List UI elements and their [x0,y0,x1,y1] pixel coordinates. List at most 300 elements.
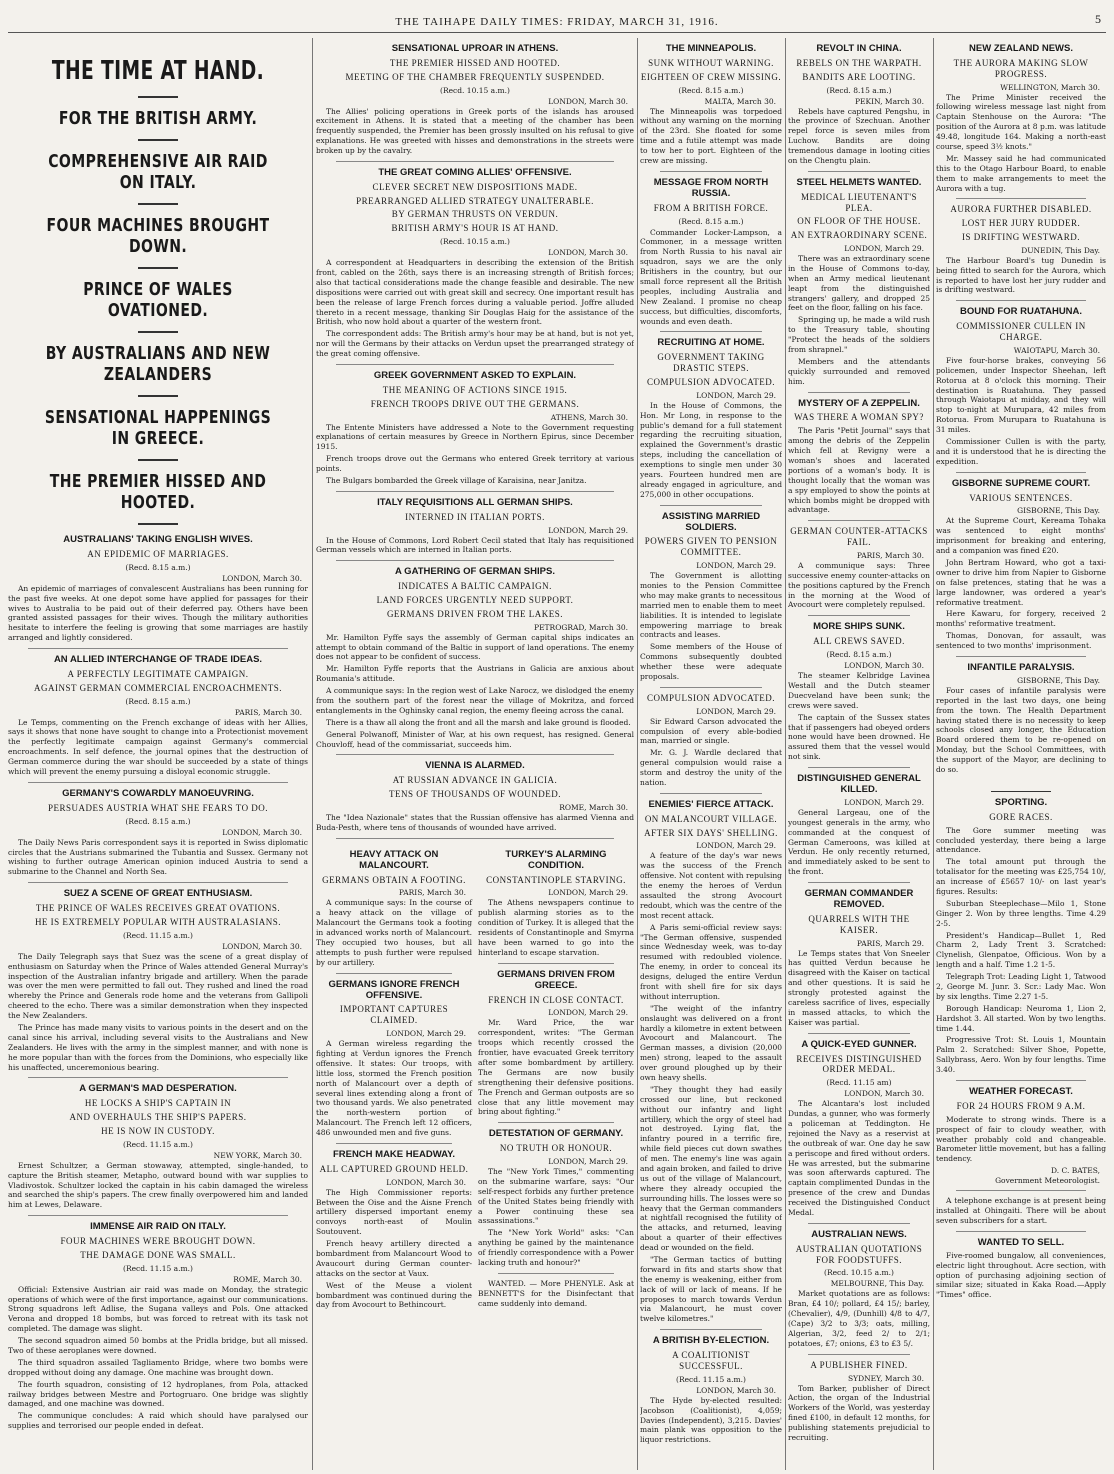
divider [28,882,288,883]
article-body: Moderate to strong winds. There is a prospect of fair to cloudy weather, with weather probably cold and changeable. Barometer little movement, but has a falling tendency. [936,1114,1106,1164]
article-body: Le Temps, commenting on the French exchange of ideas with her Allies, says it shows that none have sought to change into a Protectionist movement the perfectly legitimate campaign against Germany's commercial encroachments. In self defence, the journal opines that the destruction of German commerce during the war should be succeeded by a state of things which will prevent the enemy pursuing a disloyal economic struggle. [8,717,308,777]
column-4 [788,38,930,1470]
divider [808,1354,910,1355]
classified-heading: WANTED TO SELL. [977,1236,1065,1248]
dateline: NEW YORK, March 30. [213,1150,302,1160]
article-body: The "New York Times," commenting on the submarine warfare, says: "Our self-respect forbids any further pretence of the United States being friendly with a Power continuing these sea assassinations." [478,1167,634,1226]
headline-deck: THE PREMIER HISSED AND HOOTED. [49,471,267,513]
article-body: President's Handicap—Bullet 1, Red Charm 2, Lady Trent 3. Scratched: Clynelish, Glenpatoe, Officious. Won by a length and a half. Time 1.2 1-5. [936,930,1106,970]
dateline: LONDON, March 29. [844,797,924,807]
article-subheading: BRITISH ARMY'S HOUR IS AT HAND. [391,223,559,234]
article-body: The Bulgars bombarded the Greek village of Karaisina, near Janitza. [326,475,587,485]
article-subheading: AT RUSSIAN ADVANCE IN GALICIA. [392,775,558,786]
headline-deck: FOR THE BRITISH ARMY. [58,108,258,129]
article-subheading: COMPULSION ADVOCATED. [646,692,775,703]
article-heading: DISTINGUISHED GENERAL KILLED. [797,773,921,795]
article-subheading: HE IS NOW IN CUSTODY. [101,1125,215,1136]
dateline: LONDON, March 30. [548,96,628,106]
article-body: The Athens newspapers continue to publish alarming stories as to the condition of Turkey. It is alleged that the residents of Constantinople and Smyrna have been warned to go into the hinterland to escape starvation. [478,898,634,957]
column-1 [8,38,308,1470]
article-body: Mr. Hamilton Fyffe says the assembly of German capital ships indicates an attempt to obtain command of the Baltic in support of land operations. The enemy does not appear to be confident of success. [316,632,634,662]
article-subheading: GORE RACES. [989,811,1053,822]
divider [138,459,178,461]
article-body: General Polwanoff, Minister of War, at his own request, has resigned. General Chouvloff, head of the commissariat, succeeds him. [316,729,634,749]
divider [808,1033,910,1034]
article-body: Springing up, he made a wild rush to the Treasury table, shouting "Protect the heads of the soldiers from shrapnel." [788,315,930,354]
dateline: WELLINGTON, March 30. [1000,82,1100,92]
article-subheading: THE AURORA MAKING SLOW PROGRESS. [953,57,1089,79]
article-heading: STEEL HELMETS WANTED. [796,176,922,188]
divider [28,1077,288,1078]
dateline: PETROGRAD, March 30. [534,622,628,632]
divider [660,1329,762,1330]
received-time: (Recd. 8.15 a.m.) [826,85,892,95]
article-heading: REVOLT IN CHINA. [816,43,902,54]
article-body: An epidemic of marriages of convalescent Australians has been running for the past five weeks. At one depot some have applied for passages for their wives to Australia to be paid out of their deferred pay. Others have been granted assisted passages for their wives. Though the military authorities hesitate to interfere the feeling is growing that some marriages are hastily arranged and lightly considered. [8,583,308,643]
divider [498,963,614,964]
received-time: (Recd. 8.15 a.m.) [125,562,191,572]
article-subheading: IMPORTANT CAPTURES CLAIMED. [339,1004,449,1026]
divider [138,267,178,269]
received-time: (Recd. 8.15 a.m.) [826,650,892,660]
article-body: Tom Barker, publisher of Direct Action, the organ of the Industrial Workers of the World, was yesterday fined £100, in default 12 months, for publishing statements prejudicial to recruiting. [788,1383,930,1443]
article-body: Some members of the House of Commons subsequently doubted whether these were adequate proposals. [640,642,782,681]
article-body: A telephone exchange is at present being installed at Ohingaiti. There will be about seven subscribers for a start. [936,1196,1106,1225]
classified-ad: Five-roomed bungalow, all conveniences, electric light throughout. Acre section, with option of purchasing adjoining section of similar size; situated in Kaka Road.—Apply "Times" office. [936,1250,1106,1300]
article-subheading: HE IS EXTREMELY POPULAR WITH AUSTRALASIANS. [34,916,282,927]
divider [28,648,288,649]
article-subheading: LOST HER JURY RUDDER. [961,218,1081,229]
article-body: The correspondent adds: The British army's hour may be at hand, but is not yet, nor will the Germans by their attacks on Verdun upset the prearranged strategy of the great coming offensive. [316,329,634,359]
article-subheading: AN EPIDEMIC OF MARRIAGES. [87,548,229,559]
divider [660,505,762,506]
article-body: The steamer Kelbridge Lavinea Westall and the Dutch steamer Duecveland have been sunk; the crews were saved. [788,671,930,710]
dateline: LONDON, March 30. [222,573,302,583]
article-body: General Largeau, one of the youngest generals in the army, who commanded at the conquest of German Cameroons, was killed at Verdun. He only recently returned, and immediately asked to be sent to the front. [788,807,930,877]
article-subheading: THE PREMIER HISSED AND HOOTED. [389,57,561,68]
article-body: The third squadron assailed Tagliamento Bridge, where two bombs were dropped without doing any damage. One machine was brought down. [8,1357,308,1377]
article-body: Commissioner Cullen is with the party, and it is understood that he is directing the expedition. [936,437,1106,466]
divider [336,1143,452,1144]
article-subheading: AND OVERHAULS THE SHIP'S PAPERS. [69,1112,247,1123]
article-body: "The weight of the infantry onslaught was delivered on a front hardly a kilometre in extent between Avocourt and Malancourt. The German masses, a division (20,000 men) strong, leaped to the assault over ground ploughed up by their own heavy shells. [640,1003,782,1082]
article-heading: AUSTRALIAN NEWS. [811,1228,907,1240]
article-subheading: QUARRELS WITH THE KAISER. [808,913,910,935]
article-body: The Harbour Board's tug Dunedin is being fitted to search for the Aurora, which is reported to have lost her jury rudder and is drifting westward. [936,255,1106,295]
article-body: Four cases of infantile paralysis were reported in the last two days, one being from the town. The Health Department having stated there is no necessity to keep schools closed any longer, the Education Board ordered them to be re-opened on Monday, but the School Committees, with the support of the Mayor, are declining to do so. [936,685,1106,775]
article-subheading: ALL CAPTURED GROUND HELD. [319,1163,469,1174]
article-heading: ASSISTING MARRIED SOLDIERS. [661,510,761,533]
article-body: French heavy artillery directed a bombardment from Malancourt Wood to Avaucourt during German counter-attacks on the sector at Vaux. [316,1239,472,1278]
divider [808,171,910,172]
article-body: The captain of the Sussex states that if passengers had obeyed orders none would have been drowned. He assured them that the vessel would not sink. [788,712,930,762]
article-subheading: A COALITIONIST SUCCESSFUL. [672,1350,750,1371]
article-subheading: FOR 24 HOURS FROM 9 A.M. [956,1100,1086,1111]
article-body: A feature of the day's war news was the success of the French offensive. Not content with repulsing the enemy the heroes of Verdun assaulted the strong Avocourt redoubt, which was the centre of the most recent attack. [640,851,782,920]
article-heading: FRENCH MAKE HEADWAY. [332,1148,456,1160]
dateline: LONDON, March 30. [222,827,302,837]
article-heading: GERMAN COMMANDER REMOVED. [804,888,914,911]
article-body: Rebels have captured Pengshu, in the province of Szechuan. Another repel force is seven miles from Luchow. Bandits are doing tremendous damage in looting cities on the Chengtu plain. [788,106,930,165]
article-heading: BOUND FOR RUATAHUNA. [959,306,1083,318]
article-body: Mr. Massey said he had communicated this to the Otago Harbour Board, to enable them to make arrangements to meet the Aurora with a tug. [936,153,1106,193]
article-body: The Hyde by-elected resulted: Jacobson (Coalitionist), 4,059; Davies (Independent), 3,215. Davies' main plank was opposition to the liquor restrictions. [640,1395,782,1445]
article-heading: AN ALLIED INTERCHANGE OF TRADE IDEAS. [53,654,263,666]
article-subheading: FRENCH TROOPS DRIVE OUT THE GERMANS. [370,398,580,409]
article-heading: IMMENSE AIR RAID ON ITALY. [90,1221,226,1233]
article-subheading: FOUR MACHINES WERE BROUGHT DOWN. [60,1236,256,1247]
article-heading: GISBORNE SUPREME COURT. [951,477,1091,489]
article-heading: SUEZ A SCENE OF GREAT ENTHUSIASM. [63,888,253,900]
article-heading: A BRITISH BY-ELECTION. [652,1335,770,1347]
divider [660,687,762,688]
article-heading: MESSAGE FROM NORTH RUSSIA. [653,176,769,199]
article-body: The "New York World" asks: "Can anything be gained by the maintenance of friendly correspondence with a Power lacking truth and honour?" [478,1228,634,1268]
headline-deck: PRINCE OF WALES OVATIONED. [83,279,233,321]
dateline: LONDON, March 29. [386,1029,466,1039]
divider [498,1273,614,1274]
article-heading: MYSTERY OF A ZEPPELIN. [798,397,920,409]
column-rule [785,38,786,1470]
article-body: Members and the attendants quickly surrounded and removed him. [788,356,930,386]
article-body: "The German tactics of butting forward in fits and starts show that the enemy is weakening, either from lack of will or lack of means. If he proposes to march towards Verdun via Malancourt, he must cover twelve kilometres." [640,1255,782,1324]
article-body: Official: Extensive Austrian air raid was made on Monday, the strategic operations of which were of the first importance, against our communications. Strong squadrons left Adlise, the Sugana valleys and Pols. One attacked Verona and dropped 18 bombs, but was forced to retreat with its task not completed. The damage was slight. [8,1284,308,1334]
article-body: The Paris "Petit Journal" says that among the debris of the Zeppelin which fell at Revigny were a woman's shoes and lacerated portions of a woman's body. It is thought locally that the woman was a spy employed to show the points at which bombs might be dropped with advantage. [788,426,930,515]
signature-title: Government Meteorologist. [995,1176,1100,1186]
divider [660,793,762,794]
article-heading: A GATHERING OF GERMAN SHIPS. [395,566,555,578]
dateline: LONDON, March 29. [548,1008,628,1018]
divider [138,139,178,141]
split-left [316,844,472,1313]
divider [138,331,178,333]
dateline: LONDON, March 29. [548,1157,628,1166]
article-subheading: MEETING OF THE CHAMBER FREQUENTLY SUSPENDED. [345,71,605,82]
article-subheading: THE MEANING OF ACTIONS SINCE 1915. [382,384,568,395]
dateline: LONDON, March 30. [222,941,302,951]
article-subheading: AFTER SIX DAYS' SHELLING. [644,827,778,838]
article-body: A communique says: Three successive enemy counter-attacks on the positions captured by the French in the morning at the Wood of Avocourt were completely repulsed. [788,560,930,610]
article-heading: SPORTING. [994,796,1048,808]
divider [956,300,1086,301]
article-body: Progressive Trot: St. Louis 1, Mountain Palm 2. Scratched: Silver Shoe, Popette, Sallybrass, Aero. Won by four lengths. Time 3.40. [936,1035,1106,1075]
article-heading: WEATHER FORECAST. [969,1086,1073,1098]
divider [138,203,178,205]
received-time: (Recd. 8.15 a.m.) [125,816,191,826]
divider [956,198,1086,199]
article-body: The Prime Minister received the following wireless message last night from Captain Stenhouse on the Aurora: "The position of the Aurora at 8 p.m. was latitude 49.48, longitude 164. Making a north-east course, speed 3½ knots." [936,92,1106,151]
article-subheading: GERMANS OBTAIN A FOOTING. [322,874,466,885]
received-time: (Recd. 10.15 a.m.) [824,1268,894,1278]
divider [138,395,178,397]
dateline: MELBOURNE, This Day. [830,1279,924,1289]
article-subheading: POWERS GIVEN TO PENSION COMMITTEE. [644,536,778,558]
article-body: Borough Handicap: Neuroma 1, Lion 2, Hardshot 3. All started. Won by two lengths. time 1.44. [936,1003,1106,1033]
dateline: ROME, March 30. [559,802,628,812]
article-subheading: A PUBLISHER FINED. [810,1359,908,1370]
column-rule [637,38,638,1470]
article-heading: SENSATIONAL UPROAR IN ATHENS. [391,43,559,54]
article-body: Le Temps states that Von Sneeler has quitted Verdun because he disagreed with the Kaiser on tactical and other questions. It is said he strongly protested against the careless sacrifice of lives, especially in massed attacks, to which the Kaiser was partial. [788,948,930,1027]
article-subheading: BANDITS ARE LOOTING. [802,71,916,82]
article-subheading: AUSTRALIAN QUOTATIONS FOR FOODSTUFFS. [795,1243,923,1265]
divider [808,1223,910,1224]
article-subheading: LAND FORCES URGENTLY NEED SUPPORT. [376,595,574,606]
divider [956,1080,1086,1081]
article-subheading: BY GERMAN THRUSTS ON VERDUN. [391,209,559,220]
divider [808,392,910,393]
article-subheading: INDICATES A BALTIC CAMPAIGN. [398,581,552,592]
page-number: 5 [1095,12,1102,26]
divider [808,520,910,521]
article-subheading: GERMANS DRIVEN FROM THE LAKES. [386,608,564,619]
headline-deck: SENSATIONAL HAPPENINGS IN GREECE. [44,407,272,449]
article-subheading: RECEIVES DISTINGUISHED ORDER MEDAL. [796,1053,922,1075]
divider [660,171,762,172]
received-time: (Recd. 11.15 a.m.) [676,1374,746,1384]
dateline: LONDON, March 29. [548,888,628,898]
article-body: West of the Meuse a violent bombardment was continued during the day from Avocourt to Bethincourt. [316,1280,472,1310]
article-body: Mr. Hamilton Fyffe reports that the Austrians in Galicia are anxious about Roumania's attitude. [316,664,634,684]
article-body: A correspondent at Headquarters in describing the extension of the British front, cabled on the 26th, says there is an increasing strength of British forces; also that tactical considerations made the change feasible and desirable. The new dispositions were carried out with great skill and secrecy. One important result has been the release of large French forces during a valuable period. Joffre alluded thereto in a recent message, thanking Sir Douglas Haig for the assistance of the British, who now hold about a quarter of the western front. [316,258,634,327]
article-body: "They thought they had easily crossed our line, but reckoned without our infantry and light artillery, which the orgy of steel had not destroyed. Lying flat, the infantry poured in a terrific fire, while field pieces cut down swathes of men. The enemy's line was again and again broken, and failed to drive us out of the village of Malancourt, where they already occupied the surrounding hills. The losses were so heavy that the German commanders at nightfall recognised the futility of the attacks, and returned, leaving about a quarter of their effectives dead or wounded on the field. [640,1084,782,1253]
dateline: LONDON, March 29. [696,390,776,400]
divider [28,1215,288,1216]
dateline: LONDON, March 30. [548,248,628,258]
dateline: MALTA, March 30. [704,96,776,106]
received-time: (Recd. 11.15 a.m.) [123,930,193,940]
column-rule [312,38,313,1470]
received-time: (Recd. 8.15 a.m.) [678,216,744,226]
article-subheading: PERSUADES AUSTRIA WHAT SHE FEARS TO DO. [47,802,269,813]
article-subheading: FRENCH IN CLOSE CONTACT. [488,994,624,1005]
divider [336,560,614,561]
received-time: (Recd. 11.15 a.m.) [123,1263,193,1273]
article-body: French troops drove out the Germans who entered Greek territory at various points. [316,454,634,474]
article-subheading: SUNK WITHOUT WARNING. [648,57,774,68]
article-subheading: MEDICAL LIEUTENANT'S PLEA. [800,191,918,213]
article-subheading: REBELS ON THE WARPATH. [796,57,922,68]
article-body: The Government is allotting monies to the Pension Committee who may make grants to necessitous married men to enable them to meet liabilities. It is intended to legislate empowering marriage to break contracts and leases. [640,571,782,640]
dateline: GISBORNE, This Day. [1017,675,1100,685]
article-subheading: TENS OF THOUSANDS OF WOUNDED. [389,789,561,800]
divider [660,331,762,332]
article-body: Suburban Steeplechase—Milo 1, Stone Ginger 2. Won by three lengths. Time 4.29 2-5. [936,898,1106,928]
divider [138,523,178,525]
article-subheading: IS DRIFTING WESTWARD. [961,232,1081,243]
article-body: Mr. G. J. Wardle declared that general compulsion would raise a storm and destroy the unity of the nation. [640,748,782,787]
masthead-title: THE TAIHAPE DAILY TIMES: FRIDAY, MARCH 31, 1916. [395,16,719,28]
dateline: SYDNEY, March 30. [848,1373,924,1383]
article-heading: HEAVY ATTACK ON MALANCOURT. [349,848,439,871]
divider [28,782,288,783]
masthead [8,6,1106,33]
received-time: (Recd. 10.15 a.m.) [440,85,510,95]
article-heading: GERMANS IGNORE FRENCH OFFENSIVE. [328,978,460,1001]
dateline: LONDON, March 29. [844,243,924,253]
dateline: LONDON, March 30. [696,1385,776,1395]
divider [808,767,910,768]
divider [808,882,910,883]
article-body: The second squadron aimed 50 bombs at the Pridla bridge, but all missed. Two of these aeroplanes were downed. [8,1336,308,1356]
article-subheading: PREARRANGED ALLIED STRATEGY UNALTERABLE. [356,195,594,206]
classified-ad: WANTED. — More PHENYLE. Ask at BENNETT'S for the Disinfectant that came suddenly into demand. [478,1278,634,1308]
article-subheading: CONSTANTINOPLE STARVING. [486,874,626,885]
dateline: PARIS, March 30. [234,707,302,717]
article-body: The High Commissioner reports: Between the Oise and the Aisne French artillery dispersed important enemy convoys north-east of Moulin Soutouvent. [316,1187,472,1237]
dateline: LONDON, March 30. [844,1089,924,1099]
split-right [478,844,634,1313]
dateline: ROME, March 30. [233,1274,302,1284]
divider [808,615,910,616]
article-heading: MORE SHIPS SUNK. [813,621,905,633]
article-body: In the House of Commons, Lord Robert Cecil stated that Italy has requisitioned German vessels which are interned in Italian ports. [316,535,634,555]
article-heading: VIENNA IS ALARMED. [425,760,525,772]
article-body: At the Supreme Court, Kereama Tohaka was sentenced to eight months' imprisonment for breaking and entering, and a companion was fined £20. [936,516,1106,556]
article-body: The Minneapolis was torpedoed without any warning on the morning of the 23rd. She floated for some time and a futile attempt was made to tow her to port. Eighteen of the crew are missing. [640,106,782,165]
article-body: Sir Edward Carson advocated the compulsion of every able-bodied man, married or single. [640,716,782,746]
column-rule [933,38,934,1470]
article-body: The Gore summer meeting was concluded yesterday, there being a large attendance. [936,825,1106,855]
article-body: John Bertram Howard, who got a taxi-owner to drive him from Napier to Gisborne on false pretences, stating that he was a large landowner, was ordered a year's reformative treatment. [936,557,1106,607]
headline-deck: BY AUSTRALIANS AND NEW ZEALANDERS [45,343,271,385]
article-heading: THE GREAT COMING ALLIES' OFFENSIVE. [378,166,572,178]
article-subheading: GOVERNMENT TAKING DRASTIC STEPS. [657,352,765,374]
article-body: The "Idea Nazionale" states that the Russian offensive has alarmed Vienna and Buda-Pesth, where tens of thousands of wounded have arrived. [316,812,634,832]
article-body: The Allies' policing operations in Greek ports of the islands has aroused excitement in Athens. It is stated that a meeting of the chamber has been frequently suspended, the Premier has been grossly insulted on his refusal to give explanations. He was greeted with hisses and demonstrations in the streets were broken up by the cavalry. [316,106,634,156]
dateline: PEKIN, March 30. [854,96,924,106]
article-heading: GREEK GOVERNMENT ASKED TO EXPLAIN. [373,369,577,381]
article-heading: THE MINNEAPOLIS. [665,43,757,54]
dateline: LONDON, March 29. [696,706,776,716]
article-body: A Paris semi-official review says: "The German offensive, suspended since Wednesday week, was to-day resumed with redoubled violence. The enemy, in order to conceal its designs, deluged the entire Verdun front with shell fire for six days without interruption. [640,922,782,1001]
dateline: DUNEDIN, This Day. [1021,245,1100,255]
article-heading: A QUICK-EYED GUNNER. [801,1038,917,1050]
article-heading: TURKEY'S ALARMING CONDITION. [505,848,607,871]
article-heading: GERMANY'S COWARDLY MANOEUVRING. [62,787,254,799]
article-heading: DETESTATION OF GERMANY. [488,1128,624,1140]
article-body: In the House of Commons, the Hon. Mr Long, in response to the public's demand for a full statement regarding the recruiting situation, explained the Government's drastic steps, including the cancellation of exemptions to single men under 30 years. Fourteen hundred men are already engaged in agriculture, and 275,000 in other occupations. [640,400,782,499]
divider [956,656,1086,657]
headline-deck: COMPREHENSIVE AIR RAID ON ITALY. [48,151,268,193]
article-subheading: COMMISSIONER CULLEN IN CHARGE. [956,321,1086,343]
article-body: Ernest Schultzer, a German stowaway, attempted, single-handed, to capture the British steamer, Metapho, outward bound with war supplies to Vladivostok. Schultzer locked the captain in his cabin damaged the wireless and searched the ship's papers. The crew finally overpowered him and landed him at Lewes, Delaware. [8,1160,308,1210]
article-body: Market quotations are as follows: Bran, £4 10/; pollard, £4 15/; barley, (Chevalier), 4/9, (Dunhill) 4/8 to 4/7, (Cape) 3/2 to 3/3; oats, milling, Algerian, 3/2, feed 2/ to 2/1; potatoes, £7; onions, £3 to £3 5/. [788,1289,930,1348]
article-body: The Alcantara's lost included Dundas, a gunner, who was formerly a policeman at Teddington. He rejoined the Navy as a reservist at the outbreak of war. One day he saw a periscope and fired without orders. He was arrested, but the submarine was soon afterwards captured. The captain complimented Dundas in the presence of the crew and Dundas received the Distinguished Conduct Medal. [788,1099,930,1218]
article-subheading: AURORA FURTHER DISABLED. [950,204,1092,215]
main-headline: THE TIME AT HAND. [51,56,265,86]
dateline: PARIS, March 29. [856,938,924,948]
article-subheading: FROM A BRITISH FORCE. [653,202,769,213]
received-time: (Recd. 10.15 a.m.) [440,237,510,247]
article-heading: AUSTRALIANS' TAKING ENGLISH WIVES. [63,534,253,545]
article-heading: RECRUITING AT HOME. [657,337,765,349]
article-heading: INFANTILE PARALYSIS. [967,661,1075,673]
split-columns [316,844,634,1313]
article-body: Five four-horse brakes, conveying 56 policemen, under Inspector Sheehan, left Rotorua at 8 o'clock this morning. Their destination is Ruatahuna. They passed through Waiotapu at midday, and they will stop to-night at Murupara, 42 miles from Rotorua. From Murupara to Ruatahuna is 31 miles. [936,355,1106,435]
dateline: LONDON, March 30. [844,661,924,671]
article-heading: ENEMIES' FIERCE ATTACK. [648,798,774,810]
divider [956,472,1086,473]
article-subheading: AGAINST GERMAN COMMERCIAL ENCROACHMENTS. [33,682,282,693]
divider [336,973,452,974]
article-body: A German wireless regarding the fighting at Verdun ignores the French offensive. It states: Our troops, with little loss, stormed the French position north of Malancourt over a depth of several lines extending along a front of two thousand yards. We also penetrated the north-western portion of Malancourt. The French left 12 officers, 486 unwounded men and five guns. [316,1039,472,1138]
article-subheading: ALL CREWS SAVED. [813,636,905,647]
article-body: There is a thaw all along the front and all the marsh and lake ground is flooded. [326,717,631,727]
article-body: The Daily Telegraph says that Suez was the scene of a great display of enthusiasm on Saturday when the Prince of Wales attended General Murray's inspection of the Australian infantry brigade and artillery. When the parade was over the men were permitted to fall out. They rushed and lined the road whereby the Prince and Generals rode home and the veterans from Gallipoli cheered to the echo. There was a similar demonstration when they inspected the New Zealanders. [8,951,308,1021]
dateline: LONDON, March 29. [696,841,776,851]
article-subheading: GERMAN COUNTER-ATTACKS FAIL. [790,526,928,548]
article-subheading: ON FLOOR OF THE HOUSE. [797,216,921,227]
article-subheading: EIGHTEEN OF CREW MISSING. [640,71,782,82]
article-body: Here Kawaru, for forgery, received 2 months' reformative treatment. [936,609,1106,629]
dateline: LONDON, March 29. [696,561,776,571]
article-subheading: NO TRUTH OR HONOUR. [499,1143,613,1154]
article-subheading: THE DAMAGE DONE WAS SMALL. [80,1249,236,1260]
article-subheading: HE LOCKS A SHIP'S CAPTAIN IN [84,1098,232,1109]
article-body: The fourth squadron, consisting of 12 hydroplanes, from Pola, attacked railway bridges between Mestre and Portogruaro. One bridge was slightly damaged, and one machine was downed. [8,1379,308,1409]
divider [498,1122,614,1123]
received-time: (Recd. 11.15 a.m.) [123,1139,193,1149]
dateline: PARIS, March 30. [856,550,924,560]
article-subheading: COMPULSION ADVOCATED. [646,376,775,387]
article-body: Thomas, Donovan, for assault, was sentenced to two months' imprisonment. [936,631,1106,651]
article-body: Mr. Ward Price, the war correspondent, writes: "The German troops which recently crossed the frontier, have evacuated Greek territory after some bombardment by artillery. The Germans are now busily strengthening their defensive positions. The French and German outposts are so close that any little movement may bring about fighting." [478,1018,634,1117]
dateline: LONDON, March 30. [386,1177,466,1187]
article-body: Telegraph Trot: Leading Light 1, Tatwood 2, George M. Junr. 3. Scr.: Lady Mac. Won by six lengths. Time 2.27 1-5. [936,972,1106,1001]
column-5 [936,38,1106,1470]
divider [138,96,178,98]
article-subheading: AN EXTRAORDINARY SCENE. [790,230,928,241]
article-subheading: A PERFECTLY LEGITIMATE CAMPAIGN. [67,668,249,679]
divider [336,754,614,755]
divider [991,791,1051,792]
received-time: (Recd. 11.15 am) [826,1078,892,1088]
article-body: The Entente Ministers have addressed a Note to the Government requesting explanations of certain measures by Greece in Northern Epirus, since December 1915. [316,422,634,452]
headline-deck: FOUR MACHINES BROUGHT DOWN. [46,215,270,257]
divider [336,364,614,365]
article-subheading: WAS THERE A WOMAN SPY? [794,412,924,423]
article-body: The Prince has made many visits to various points in the desert and on the canal since his arrival, including several visits to the Australians and New Zealanders. He lives with the army in the simplest manner, and with none is he more popular than with the forces from the Dominions, who especially like his unaffected, unceremonious bearing. [8,1022,308,1072]
article-subheading: INTERNED IN ITALIAN PORTS. [405,511,545,522]
dateline: GISBORNE, This Day. [1017,506,1100,516]
divider [336,161,614,162]
article-heading: A GERMAN'S MAD DESPERATION. [79,1083,237,1095]
article-body: The communique concludes: A raid which should have paralysed our supplies and terrorised our people ended in defeat. [8,1411,308,1431]
received-time: (Recd. 8.15 a.m.) [678,85,744,95]
signature-name: D. C. BATES, [1050,1166,1100,1176]
received-time: (Recd. 8.15 a.m.) [125,696,191,706]
dateline: WAIOTAPU, March 30. [1013,345,1100,355]
article-body: A communique says: In the course of a heavy attack on the village of Malancourt the Germans took a footing in advanced works north of Malancourt. They occupied two houses, but all attempts to push further were repulsed by our artillery. [316,898,472,967]
divider [336,491,614,492]
article-heading: NEW ZEALAND NEWS. [969,43,1073,54]
article-body: The total amount put through the totalisator for the meeting was £25,754 10/, an increase of £5657 10/- on last year's figures. Results: [936,857,1106,896]
divider [956,1190,1086,1191]
article-heading: GERMANS DRIVEN FROM GREECE. [497,968,615,991]
article-heading: ITALY REQUISITIONS ALL GERMAN SHIPS. [377,496,573,508]
divider [336,838,614,839]
article-subheading: VARIOUS SENTENCES. [969,492,1073,503]
dateline: PARIS, March 30. [398,888,466,898]
article-body: Commander Locker-Lampson, a Commoner, in a message written from North Russia to his naval air squadron, says we are the only Britishers in the country, but our small force represent all the British peoples, including Australia and New Zealand. I promise no cheap success, but difficulties, discomforts, wounds and even death. [640,227,782,326]
article-body: A communique says: In the region west of Lake Narocz, we dislodged the enemy from the southern part of the forest near the village of Mokritza, and forced entanglements in the Oghinsky canal region, the enemy fleeing across the canal. [316,686,634,715]
article-subheading: CLEVER SECRET NEW DISPOSITIONS MADE. [372,181,578,192]
divider [956,1231,1086,1232]
article-subheading: THE PRINCE OF WALES RECEIVES GREAT OVATIONS. [35,903,281,914]
dateline: LONDON, March 29. [548,525,628,535]
article-subheading: ON MALANCOURT VILLAGE. [644,813,778,824]
